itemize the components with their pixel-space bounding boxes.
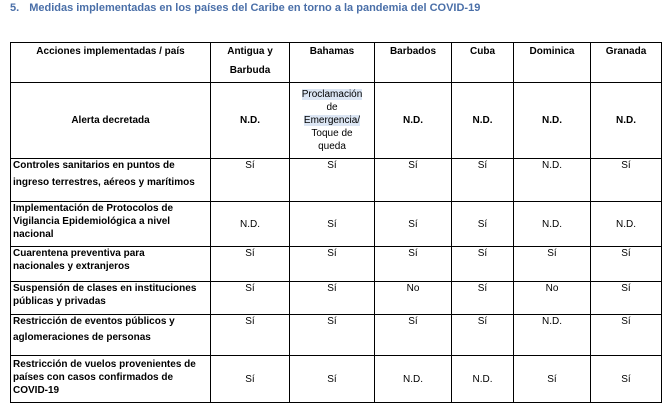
cell-bahamas: Sí: [290, 159, 375, 202]
cell-granada: Sí: [591, 315, 662, 356]
alert-bahamas-line2: de: [326, 102, 338, 113]
header-actions: Acciones implementadas / país: [11, 43, 211, 83]
cell-dominica: N.D.: [514, 315, 591, 356]
header-dominica: Dominica: [514, 43, 591, 83]
cell-barbados: Sí: [375, 159, 452, 202]
row-label-line: Suspensión de clases en instituciones: [13, 283, 197, 294]
row-label-line: nacionales y extranjeros: [13, 261, 130, 272]
row-label-line: COVID-19: [13, 385, 60, 396]
alert-barbados: N.D.: [375, 83, 452, 159]
alert-antigua: N.D.: [211, 83, 290, 159]
section-title: Medidas implementadas en los países del Caribe en torno a la pandemia del COVID-19: [29, 2, 481, 14]
cell-barbados: Sí: [375, 315, 452, 356]
cell-dominica: N.D.: [514, 202, 591, 247]
header-row: [11, 43, 662, 83]
alert-row: [11, 83, 662, 159]
row-label: [11, 282, 211, 315]
cell-granada: Sí: [591, 247, 662, 282]
alert-bahamas-line1: Proclamación: [301, 89, 363, 100]
alert-bahamas: [290, 83, 375, 159]
cell-dominica: Sí: [514, 247, 591, 282]
header-bahamas: Bahamas: [290, 43, 375, 83]
alert-dominica: N.D.: [514, 83, 591, 159]
cell-dominica: N.D.: [514, 159, 591, 202]
cell-antigua: Sí: [211, 356, 290, 403]
cell-cuba: Sí: [452, 247, 514, 282]
header-granada: Granada: [591, 43, 662, 83]
header-barbados: Barbados: [375, 43, 452, 83]
measures-table: [10, 42, 662, 403]
cell-barbados: N.D.: [375, 356, 452, 403]
cell-granada: Sí: [591, 159, 662, 202]
cell-cuba: Sí: [452, 315, 514, 356]
table-row: [11, 282, 662, 315]
cell-antigua: Sí: [211, 247, 290, 282]
alert-bahamas-line4: Toque de: [311, 128, 353, 139]
table-row: [11, 247, 662, 282]
row-label-line: aglomeraciones de personas: [13, 332, 151, 343]
alert-granada: N.D.: [591, 83, 662, 159]
row-label-line: Controles sanitarios en puntos de: [13, 160, 175, 171]
row-label: [11, 315, 211, 356]
row-label-line: Cuarentena preventiva para: [13, 248, 145, 259]
row-label-line: ingreso terrestres, aéreos y marítimos: [13, 177, 195, 188]
table-row: [11, 356, 662, 403]
cell-antigua: Sí: [211, 159, 290, 202]
alert-bahamas-line5: queda: [318, 141, 346, 152]
cell-dominica: Sí: [514, 356, 591, 403]
row-label-line: países con casos confirmados de: [13, 372, 174, 383]
section-number: 5.: [10, 2, 20, 14]
cell-barbados: Sí: [375, 202, 452, 247]
cell-antigua: N.D.: [211, 202, 290, 247]
cell-cuba: N.D.: [452, 356, 514, 403]
cell-bahamas: Sí: [290, 282, 375, 315]
cell-dominica: No: [514, 282, 591, 315]
cell-barbados: Sí: [375, 247, 452, 282]
cell-granada: N.D.: [591, 202, 662, 247]
row-label-line: públicas y privadas: [13, 296, 106, 307]
cell-cuba: Sí: [452, 159, 514, 202]
header-cuba: Cuba: [452, 43, 514, 83]
cell-bahamas: Sí: [290, 247, 375, 282]
header-antigua-line1: Antigua y: [227, 46, 273, 57]
cell-cuba: Sí: [452, 282, 514, 315]
cell-bahamas: Sí: [290, 356, 375, 403]
header-antigua-line2: Barbuda: [229, 65, 271, 76]
row-label: [11, 159, 211, 202]
cell-antigua: Sí: [211, 282, 290, 315]
table-row: [11, 202, 662, 247]
cell-antigua: Sí: [211, 315, 290, 356]
alert-label: Alerta decretada: [11, 83, 211, 159]
table-row: [11, 159, 662, 202]
cell-bahamas: Sí: [290, 315, 375, 356]
cell-granada: Sí: [591, 356, 662, 403]
row-label-line: Restricción de vuelos provenientes de: [13, 359, 196, 370]
row-label-line: Vigilancia Epidemiológica a nivel: [13, 216, 171, 227]
cell-granada: Sí: [591, 282, 662, 315]
cell-barbados: No: [375, 282, 452, 315]
row-label: [11, 202, 211, 247]
header-antigua: [211, 43, 290, 83]
row-label-line: nacional: [13, 229, 54, 240]
table-row: [11, 315, 662, 356]
cell-bahamas: Sí: [290, 202, 375, 247]
alert-cuba: N.D.: [452, 83, 514, 159]
cell-cuba: Sí: [452, 202, 514, 247]
row-label: [11, 356, 211, 403]
row-label: [11, 247, 211, 282]
row-label-line: Restricción de eventos públicos y: [13, 316, 175, 327]
section-heading: [10, 2, 480, 14]
alert-bahamas-line3: Emergencia/: [303, 115, 361, 126]
row-label-line: Implementación de Protocolos de: [13, 203, 174, 214]
